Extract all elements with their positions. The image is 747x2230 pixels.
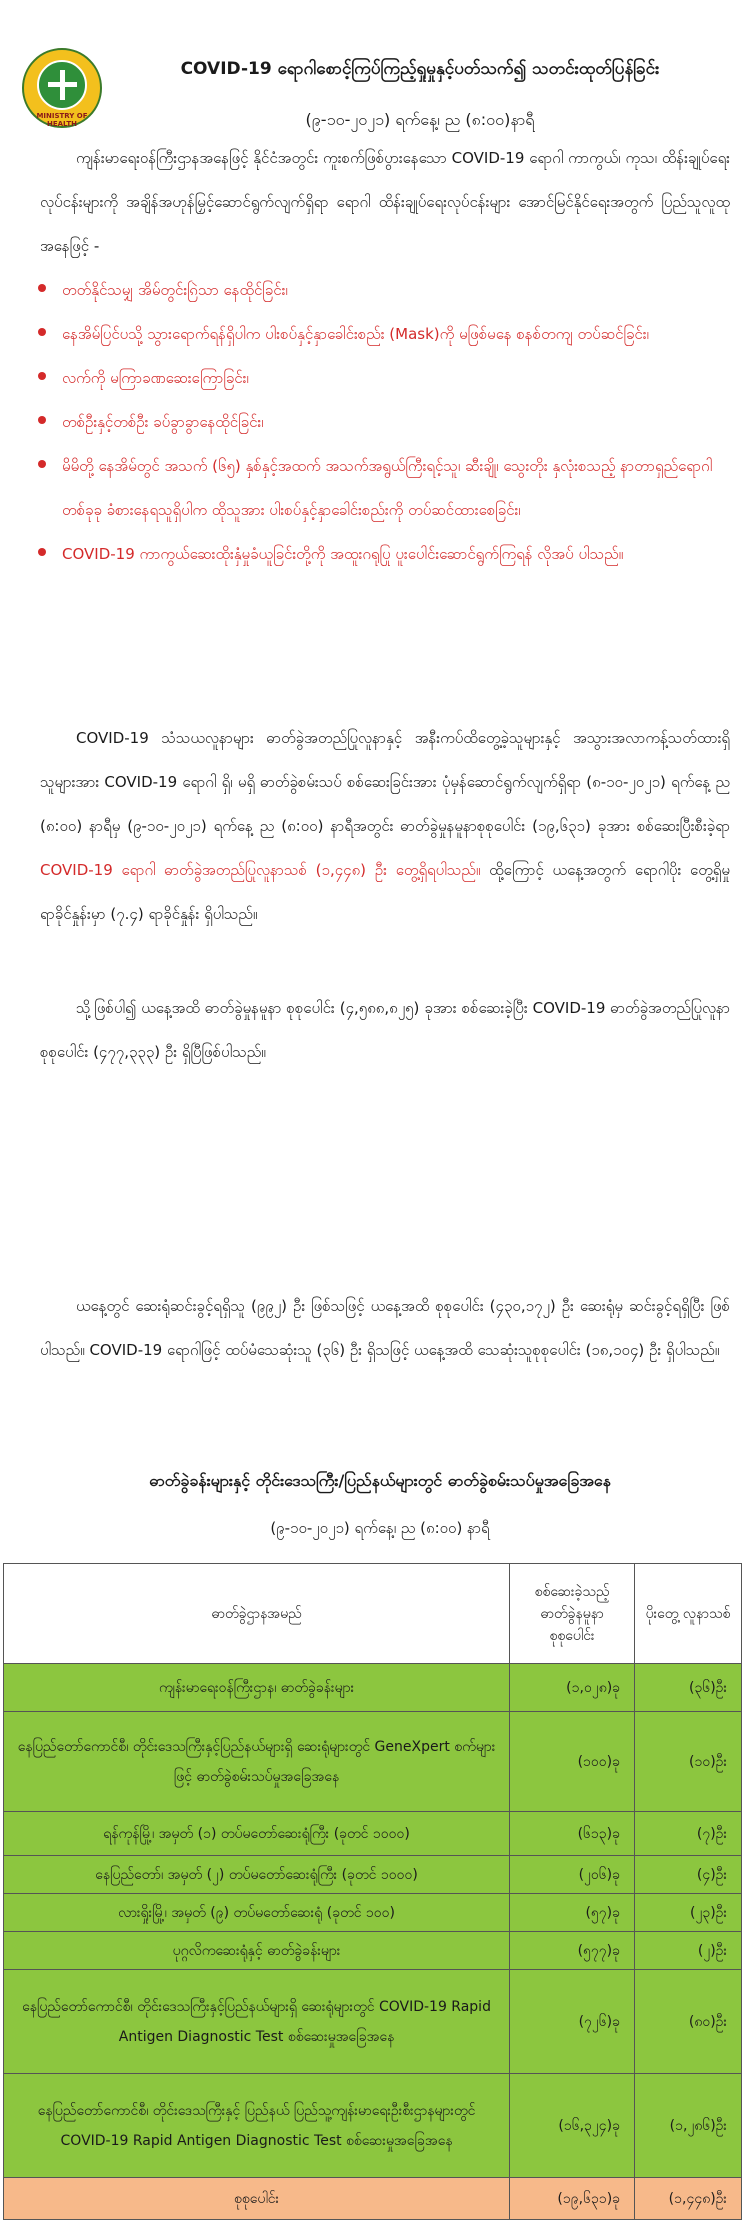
positivity-text: ထို့ကြောင့် ယနေ့အတွက် ရောဂါပိုး တွေ့ရှိမှု ရာခိုင်နှုန်းမှာ (၇.၄) ရာခိုင်နှုန်း ရှိပါသည်။ [40,861,730,923]
row-samples: (၇၂၆)ခု [510,1970,635,2074]
row-lab-name: လားရှိုးမြို့၊ အမှတ် (၉) တပ်မတော်ဆေးရုံ (ခုတင် ၁၀၀) [4,1894,510,1932]
row-samples: (၅၇)ခု [510,1894,635,1932]
table-row [4,1812,742,1856]
testing-text: COVID-19 သံသယလူနာများ ဓာတ်ခွဲအတည်ပြုလူနာနှင့် အနီးကပ်ထိတွေ့ခဲ့သူများနှင့် အသွားအလာကန့်သတ်ထားရှိသူများအား COVID-19 ရောဂါ ရှိ၊ မရှိ ဓာတ်ခွဲစမ်းသပ် စစ်ဆေးခြင်းအား ပုံမှန်ဆောင်ရွက်လျက်ရှိရာ (၈-၁၀-၂၀၂၁) ရက်နေ့ ည (၈:၀၀) နာရီမှ (၉-၁၀-၂၀၂၁) ရက်နေ့ ည (၈:၀၀) နာရီအတွင်း ဓာတ်ခွဲမှုနမူနာစုစုပေါင်း (၁၉,၆၃၁) ခုအား စစ်ဆေးပြီးစီးခဲ့ရာ [40,729,730,835]
row-samples: (၁၀၀)ခု [510,1712,635,1812]
bullet-icon [38,416,46,424]
row-lab-name: နေပြည်တော်ကောင်စီ၊ တိုင်းဒေသကြီးနှင့်ပြည်နယ်များရှိ ဆေးရုံများတွင် COVID-19 Rapid Antigen Diagnostic Test စစ်ဆေးမှုအခြေအနေ [4,1970,510,2074]
row-samples: (၅၇၇)ခု [510,1932,635,1970]
total-samples: (၁၉,၆၃၁)ခု [510,2178,635,2220]
row-lab-name: နေပြည်တော်ကောင်စီ၊ တိုင်းဒေသကြီးနှင့် ပြည်နယ် ပြည်သူ့ကျန်းမာရေးဦးစီးဌာနများတွင် COVID-19 Rapid Antigen Diagnostic Test စစ်ဆေးမှုအခြေအနေ [4,2074,510,2178]
total-label: စုစုပေါင်း [4,2178,510,2220]
bullet-icon [38,460,46,468]
row-lab-name: ရန်ကုန်မြို့၊ အမှတ် (၁) တပ်မတော်ဆေးရုံကြီး (ခုတင် ၁၀၀၀) [4,1812,510,1856]
table-row [4,1932,742,1970]
row-positive: (၂၃)ဦး [635,1894,742,1932]
cumulative-paragraph: သို့ဖြစ်ပါ၍ ယနေ့အထိ ဓာတ်ခွဲမှုနမူနာ စုစုပေါင်း (၄,၅၈၈,၈၂၅) ခုအား စစ်ဆေးခဲ့ပြီး COVID-19 ဓာတ်ခွဲအတည်ပြုလူနာ စုစုပေါင်း (၄၇၇,၃၃၃) ဦး ရှိပြီဖြစ်ပါသည်။ [40,999,730,1061]
advice-item: လက်ကို မကြာခဏဆေးကြောခြင်း၊ [20,356,730,400]
bullet-icon [38,372,46,380]
table-header-row [4,1564,742,1664]
table-row [4,1970,742,2074]
column-header-positive: ပိုးတွေ့ လူနာသစ် [635,1564,742,1664]
row-samples: (၁,၀၂၈)ခု [510,1664,635,1712]
row-lab-name: ကျန်းမာရေးဝန်ကြီးဌာန၊ ဓာတ်ခွဲခန်းများ [4,1664,510,1712]
row-samples: (၁၆,၃၂၄)ခု [510,2074,635,2178]
advice-item: တစ်ဦးနှင့်တစ်ဦး ခပ်ခွာခွာနေထိုင်ခြင်း၊ [20,400,730,444]
release-datetime: (၉-၁၀-၂၀၂၁) ရက်နေ့၊ ည (၈:၀၀)နာရီ [305,110,535,129]
table-row [4,1712,742,1812]
ministry-of-health-logo-icon [22,48,102,128]
row-lab-name: ပုဂ္ဂလိကဆေးရုံနှင့် ဓာတ်ခွဲခန်းများ [4,1932,510,1970]
advice-item: မိမိတို့ နေအိမ်တွင် အသက် (၆၅) နှစ်နှင့်အထက် အသက်အရွယ်ကြီးရင့်သူ၊ ဆီးချို၊ သွေးတိုး နှလုံးစသည့် နာတာရှည်ရောဂါတစ်ခုခု ခံစားနေရသူရှိပါက ထိုသူအား ပါးစပ်နှင့်နှာခေါင်းစည်းကို တပ်ဆင်ထားစေခြင်း၊ [20,444,730,532]
row-lab-name: နေပြည်တော်၊ အမှတ် (၂) တပ်မတော်ဆေးရုံကြီး (ခုတင် ၁၀၀၀) [4,1856,510,1894]
intro-paragraph: ကျန်းမာရေးဝန်ကြီးဌာနအနေဖြင့် နိုင်ငံအတွင်း ကူးစက်ဖြစ်ပွားနေသော COVID-19 ရောဂါ ကာကွယ်၊ ကုသ၊ ထိန်းချုပ်ရေးလုပ်ငန်းများကို အချိန်အဟုန်မြှင့်ဆောင်ရွက်လျက်ရှိရာ ရောဂါ ထိန်းချုပ်ရေးလုပ်ငန်းများ အောင်မြင်နိုင်ရေးအတွက် ပြည်သူလူထုအနေဖြင့် - [40,149,730,255]
row-positive: (၄)ဦး [635,1856,742,1894]
total-positive: (၁,၄၄၈)ဦး [635,2178,742,2220]
page-title: COVID-19 ရောဂါစောင့်ကြပ်ကြည့်ရှုမှုနှင့်ပတ်သက်၍ သတင်းထုတ်ပြန်ခြင်း [180,59,660,79]
row-samples: (၆၁၃)ခု [510,1812,635,1856]
row-positive: (၂)ဦး [635,1932,742,1970]
row-samples: (၂၀၆)ခု [510,1856,635,1894]
row-positive: (၇)ဦး [635,1812,742,1856]
bullet-icon [38,548,46,556]
advice-item: တတ်နိုင်သမျှ အိမ်တွင်းၵြဲသာ နေထိုင်ခြင်း၊ [20,268,730,312]
table-total-row [4,2178,742,2220]
table-row [4,1856,742,1894]
bullet-icon [38,328,46,336]
row-positive: (၃၆)ဦး [635,1664,742,1712]
table-datetime: (၉-၁၀-၂၀၂၁) ရက်နေ့၊ ည (၈:၀၀) နာရီ [270,1519,490,1537]
table-row [4,1664,742,1712]
row-positive: (၁၀)ဦး [635,1712,742,1812]
column-header-name: ဓာတ်ခွဲဌာနအမည် [4,1564,510,1664]
logo-text: MINISTRY OF HEALTH [36,112,88,128]
header [0,22,747,132]
new-cases-highlight: COVID-19 ရောဂါ ဓာတ်ခွဲအတည်ပြုလူနာသစ် (၁,၄၄၈) ဦး တွေ့ရှိရပါသည်။ [40,861,481,879]
row-lab-name: နေပြည်တော်ကောင်စီ၊ တိုင်းဒေသကြီးနှင့်ပြည်နယ်များရှိ ဆေးရုံများတွင် GeneXpert စက်များဖြင့် ဓာတ်ခွဲစမ်းသပ်မှုအခြေအနေ [4,1712,510,1812]
bullet-icon [38,284,46,292]
advice-list [20,268,730,576]
table-title: ဓာတ်ခွဲခန်းများနှင့် တိုင်းဒေသကြီး/ပြည်နယ်များတွင် ဓာတ်ခွဲစမ်းသပ်မှုအခြေအနေ [149,1471,611,1490]
discharge-paragraph: ယနေ့တွင် ဆေးရုံဆင်းခွင့်ရရှိသူ (၉၉၂) ဦး ဖြစ်သဖြင့် ယနေ့အထိ စုစုပေါင်း (၄၃၀,၁၇၂) ဦး ဆေးရုံမှ ဆင်းခွင့်ရရှိပြီး ဖြစ်ပါသည်။ COVID-19 ရောဂါဖြင့် ထပ်မံသေဆုံးသူ (၃၆) ဦး ရှိသဖြင့် ယနေ့အထိ သေဆုံးသူစုစုပေါင်း (၁၈,၁၀၄) ဦး ရှိပါသည်။ [40,1297,730,1359]
advice-item: COVID-19 ကာကွယ်ဆေးထိုးနှံမှုခံယူခြင်းတို့ကို အထူးဂရုပြု ပူးပေါင်းဆောင်ရွက်ကြရန် လိုအပ် ပါသည်။ [20,532,730,576]
row-positive: (၁,၂၈၆)ဦး [635,2074,742,2178]
advice-item: နေအိမ်ပြင်ပသို့ သွားရောက်ရန်ရှိပါက ပါးစပ်နှင့်နှာခေါင်းစည်း (Mask)ကို မဖြစ်မနေ စနစ်တကျ တပ်ဆင်ခြင်း၊ [20,312,730,356]
table-row [4,1894,742,1932]
lab-testing-table [3,1563,742,2220]
row-positive: (၈၀)ဦး [635,1970,742,2074]
column-header-samples: စစ်ဆေးခဲ့သည့် ဓာတ်ခွဲနမူနာ စုစုပေါင်း [510,1564,635,1664]
table-row [4,2074,742,2178]
testing-paragraph [40,716,730,936]
